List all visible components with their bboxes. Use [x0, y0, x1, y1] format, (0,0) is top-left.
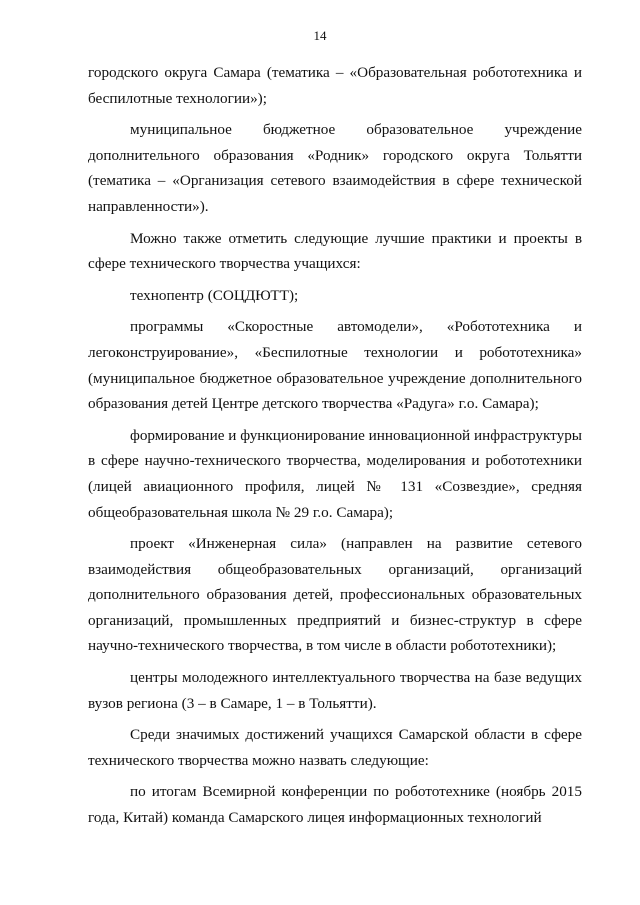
paragraph: Среди значимых достижений учащихся Самарской области в сфере технического творчества можно назвать следующие:	[88, 726, 582, 769]
paragraph: проект «Инженерная сила» (направлен на развитие сетевого взаимодействия общеобразовательных организаций, организаций дополнительного образования детей, профессиональных образовательных организаций, промышленных предприятий и бизнес-структур в сфере научно-технического творчества, в том числе в области робототехники);	[88, 535, 582, 655]
paragraph: технопентр (СОЦДЮТТ);	[130, 286, 299, 304]
paragraph: программы «Скоростные автомодели», «Робототехника и легоконструирование», «Беспилотные технологии и робототехника» (муниципальное бюджетное образовательное учреждение дополнительного образования детей Центре детского творчества «Радуга» г.о. Самара);	[88, 318, 582, 413]
document-body	[88, 60, 582, 837]
paragraph: по итогам Всемирной конференции по робототехнике (ноябрь 2015 года, Китай) команда Самарского лицея информационных технологий	[88, 783, 582, 827]
page-number: 14	[313, 28, 327, 43]
paragraph: муниципальное бюджетное образовательное учреждение дополнительного образования «Родник» городского округа Тольятти (тематика – «Организация сетевого взаимодействия в сфере технической направленности»).	[88, 121, 582, 215]
paragraph: центры молодежного интеллектуального творчества на базе ведущих вузов региона (3 – в Самаре, 1 – в Тольятти).	[88, 669, 582, 712]
paragraph: формирование и функционирование инновационной инфраструктуры в сфере научно-технического творчества, моделирования и робототехники (лицей авиационного профиля, лицей № 131 «Созвездие», средняя общеобразовательная школа № 29 г.о. Самара);	[88, 426, 582, 521]
paragraph: Можно также отметить следующие лучшие практики и проекты в сфере технического творчества учащихся:	[88, 229, 582, 273]
paragraph: городского округа Самара (тематика – «Образовательная робототехника и беспилотные технологии»);	[88, 64, 582, 107]
